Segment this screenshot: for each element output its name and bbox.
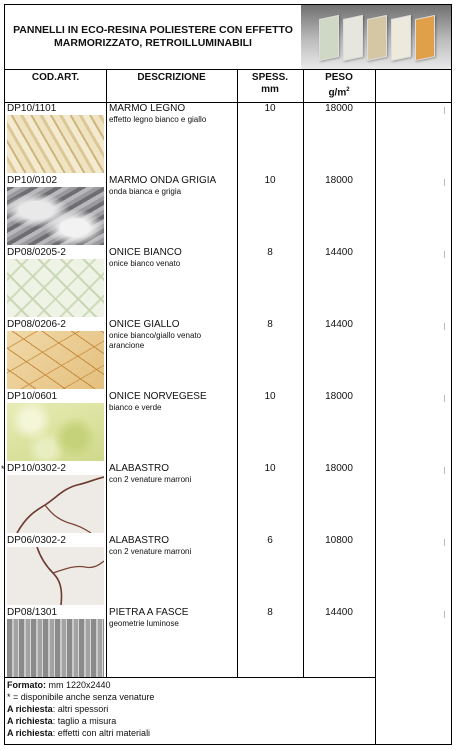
product-description: geometrie luminose	[109, 619, 179, 628]
header-thickness: SPESS. mm	[251, 72, 289, 95]
page-title: PANNELLI IN ECO-RESINA POLIESTERE CON EFFETTO MARMORIZZATO, RETROILLUMINABILI	[13, 24, 293, 49]
onice-giallo-swatch	[7, 331, 104, 389]
product-thickness: 6	[267, 535, 273, 546]
product-name: ONICE NORVEGESE	[109, 391, 207, 402]
product-weight: 18000	[325, 391, 353, 402]
product-description: onice bianco venato	[109, 259, 181, 268]
product-thickness: 8	[267, 247, 273, 258]
alabastro-swatch	[7, 547, 104, 605]
product-description: bianco e verde	[109, 403, 162, 412]
product-code: DP10/0601	[7, 391, 58, 402]
product-name: PIETRA A FASCE	[109, 607, 189, 618]
product-code: DP10/0302-2	[7, 463, 66, 474]
header-description: DESCRIZIONE	[137, 72, 206, 83]
product-thickness: 8	[267, 607, 273, 618]
product-name: ONICE GIALLO	[109, 319, 180, 330]
product-row	[5, 318, 451, 390]
product-row	[5, 102, 451, 174]
pietra-a-fasce-swatch	[7, 619, 104, 677]
product-code: DP06/0302-2	[7, 535, 66, 546]
onice-norvegese-swatch	[7, 403, 104, 461]
product-description: effetto legno bianco e giallo	[109, 115, 207, 124]
hero-image	[301, 5, 451, 69]
product-name: MARMO ONDA GRIGIA	[109, 175, 217, 186]
product-row	[5, 390, 451, 462]
request-line: A richiesta: altri spessori	[7, 704, 109, 714]
product-thickness: 10	[264, 463, 276, 474]
product-weight: 18000	[325, 463, 353, 474]
product-weight: 18000	[325, 103, 353, 114]
header-code: COD.ART.	[31, 72, 80, 83]
product-code: DP08/0205-2	[7, 247, 66, 258]
product-name: ALABASTRO	[109, 463, 170, 474]
product-weight: 18000	[325, 175, 353, 186]
product-description: onice bianco/giallo venato arancione	[109, 331, 202, 350]
product-name: ONICE BIANCO	[109, 247, 182, 258]
product-code: DP10/0102	[7, 175, 58, 186]
product-name: ALABASTRO	[109, 535, 170, 546]
product-weight: 10800	[325, 535, 353, 546]
marmo-onda-grigia-swatch	[7, 187, 104, 245]
product-thickness: 10	[264, 391, 276, 402]
product-description: con 2 venature marroni	[109, 547, 192, 556]
request-line: A richiesta: effetti con altri materiali	[7, 728, 151, 738]
product-code: DP08/0206-2	[7, 319, 66, 330]
product-code: DP10/1101	[7, 103, 57, 114]
asterisk-mark: *	[1, 464, 5, 474]
footer-notes	[7, 679, 154, 739]
product-row	[5, 606, 451, 678]
product-row	[5, 462, 451, 534]
onice-bianco-swatch	[7, 259, 104, 317]
product-description: con 2 venature marroni	[109, 475, 192, 484]
request-line: A richiesta: taglio a misura	[7, 716, 117, 726]
product-row	[5, 534, 451, 606]
product-description: onda bianca e grigia	[109, 187, 182, 196]
product-thickness: 10	[264, 175, 276, 186]
header-weight: PESO $g/m^2$	[325, 72, 353, 99]
product-code: DP08/1301	[7, 607, 58, 618]
product-sheet	[1, 4, 452, 745]
product-row	[5, 246, 451, 318]
product-thickness: 10	[264, 103, 276, 114]
product-weight: 14400	[325, 247, 353, 258]
format-line: Formato: mm 1220x2440	[7, 680, 111, 690]
product-weight: 14400	[325, 607, 353, 618]
asterisk-note: * = disponibile anche senza venature	[7, 692, 155, 702]
product-weight: 14400	[325, 319, 353, 330]
product-name: MARMO LEGNO	[109, 103, 186, 114]
product-thickness: 8	[267, 319, 273, 330]
alabastro-swatch	[7, 475, 104, 533]
product-row	[5, 174, 451, 246]
marmo-legno-swatch	[7, 115, 104, 173]
